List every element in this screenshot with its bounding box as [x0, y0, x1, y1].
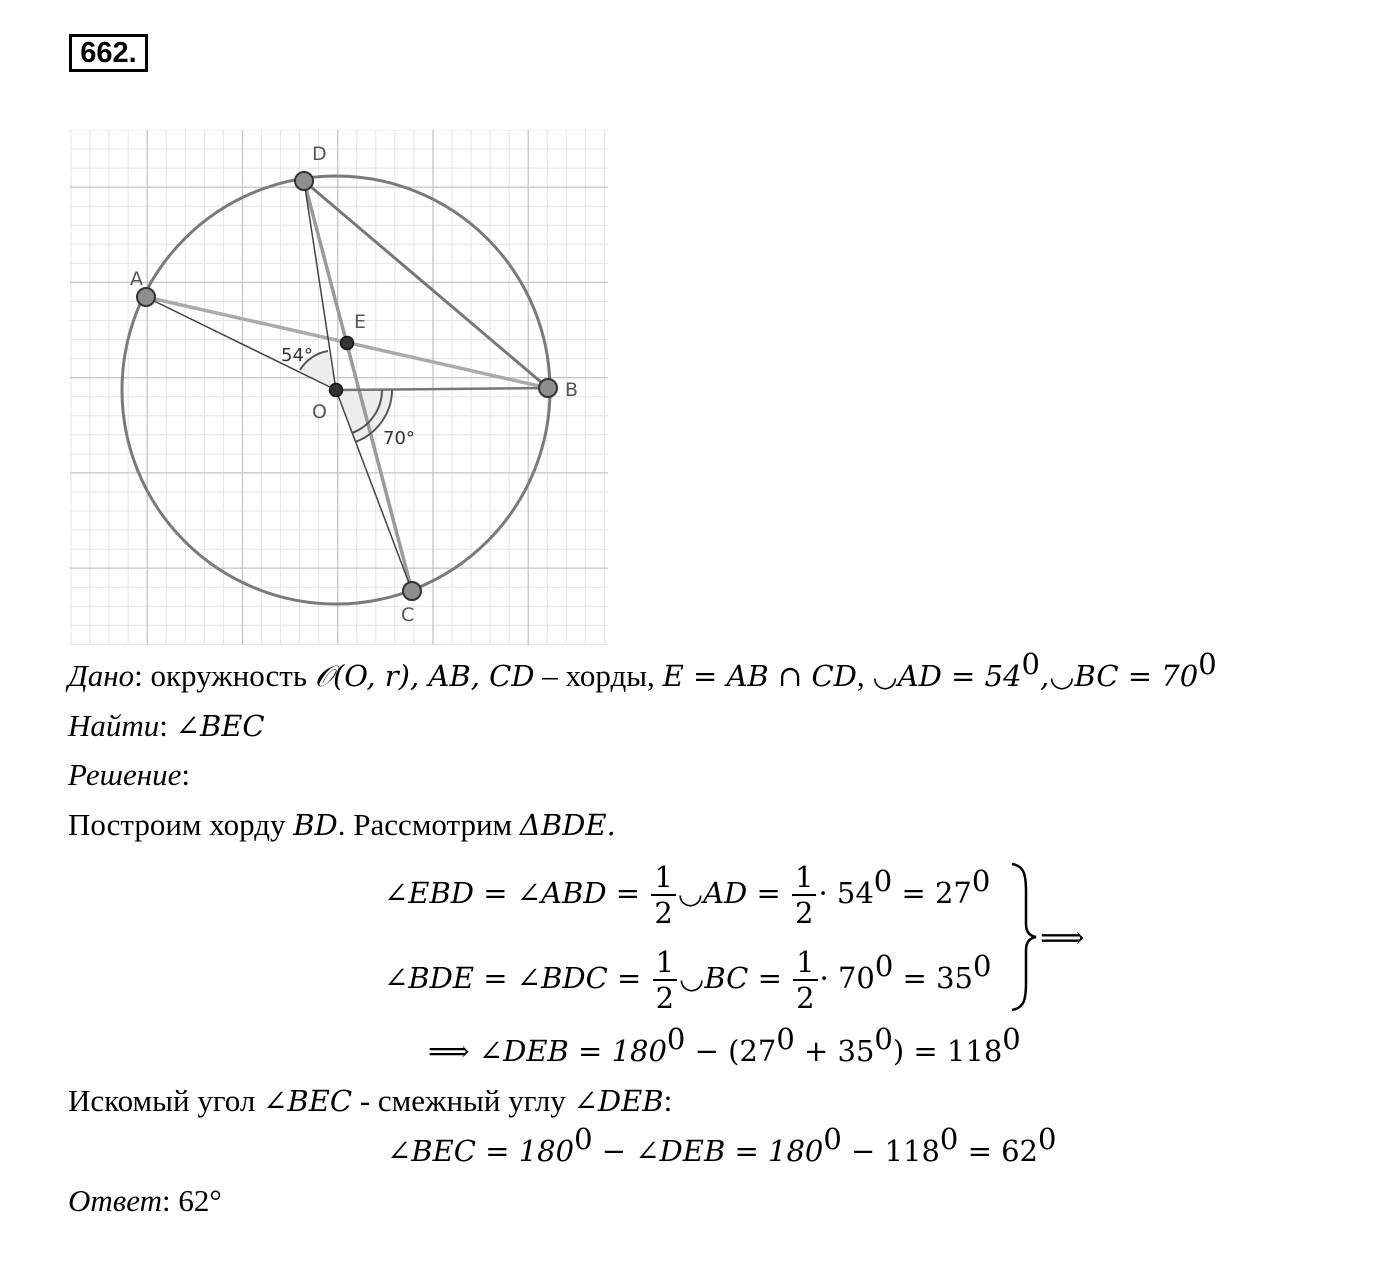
- angle-label-boc: 70°: [383, 428, 415, 449]
- find-label: Найти: [68, 708, 160, 743]
- given-line: Дано: окружность 𝒪(O, r), AB, CD – хорды, E = AB ∩ CD, ◡AD = $54^0,◡BC = 70^0$: [68, 647, 1217, 693]
- point-b: [539, 379, 557, 397]
- point-c: [403, 582, 421, 600]
- label-c: C: [401, 604, 415, 626]
- given-arc-bc: ◡BC = 70: [1049, 659, 1199, 693]
- solution-label: Решение: [68, 757, 182, 792]
- label-b: B: [565, 379, 579, 401]
- find-line: Найти: ∠BEC: [68, 708, 265, 743]
- find-expr: ∠BEC: [175, 709, 265, 743]
- system-brace: [1008, 862, 1038, 1012]
- construct-line: Построим хорду BD. Рассмотрим ΔBDE.: [68, 807, 616, 842]
- point-o: [330, 384, 343, 397]
- radius-oa: [146, 297, 336, 390]
- answer-line: Ответ: 62°: [68, 1183, 222, 1218]
- label-o: O: [312, 401, 327, 423]
- point-a: [137, 288, 155, 306]
- label-d: D: [312, 143, 327, 165]
- given-circle: 𝒪(O, r), AB, CD: [314, 659, 535, 693]
- point-d: [295, 172, 313, 190]
- chord-bd: [304, 181, 548, 388]
- equation-bec: ∠BEC = $180^0$ − ∠DEB = $180^0 - 118^0 = 62^0$: [387, 1122, 1057, 1168]
- given-intersection: E = AB ∩ CD: [662, 659, 857, 693]
- equation-ebd: ∠EBD = ∠ABD = $\frac{1}{2}$ ◡AD = $\frac{1}{2}$ · $54^0 = 27^0$: [384, 860, 991, 930]
- implies-arrow: ⟹: [1040, 920, 1085, 956]
- given-label: Дано: [68, 658, 135, 693]
- label-e: E: [354, 311, 367, 333]
- problem-number: 662.: [69, 34, 148, 72]
- chord-cd: [304, 181, 412, 591]
- equation-bde: ∠BDE = ∠BDC = $\frac{1}{2}$ ◡BC = $\frac{1}{2}$ · $70^0 = 35^0$: [384, 945, 992, 1015]
- angle-label-aod: 54°: [281, 345, 313, 366]
- radius-ob: [336, 388, 548, 390]
- equation-deb: ⟹ ∠DEB = $180^0 - (27^0 + 35^0) = 118^0$: [428, 1022, 1021, 1068]
- answer-label: Ответ: [68, 1183, 162, 1218]
- given-arc-ad: ◡AD = 54: [872, 659, 1022, 693]
- geometry-figure: [70, 130, 610, 650]
- answer-value: 62°: [178, 1183, 222, 1218]
- adjacent-line: Искомый угол ∠BEC - смежный углу ∠DEB:: [68, 1083, 673, 1118]
- label-a: A: [130, 268, 143, 290]
- point-e: [341, 337, 354, 350]
- solution-line: Решение:: [68, 757, 190, 792]
